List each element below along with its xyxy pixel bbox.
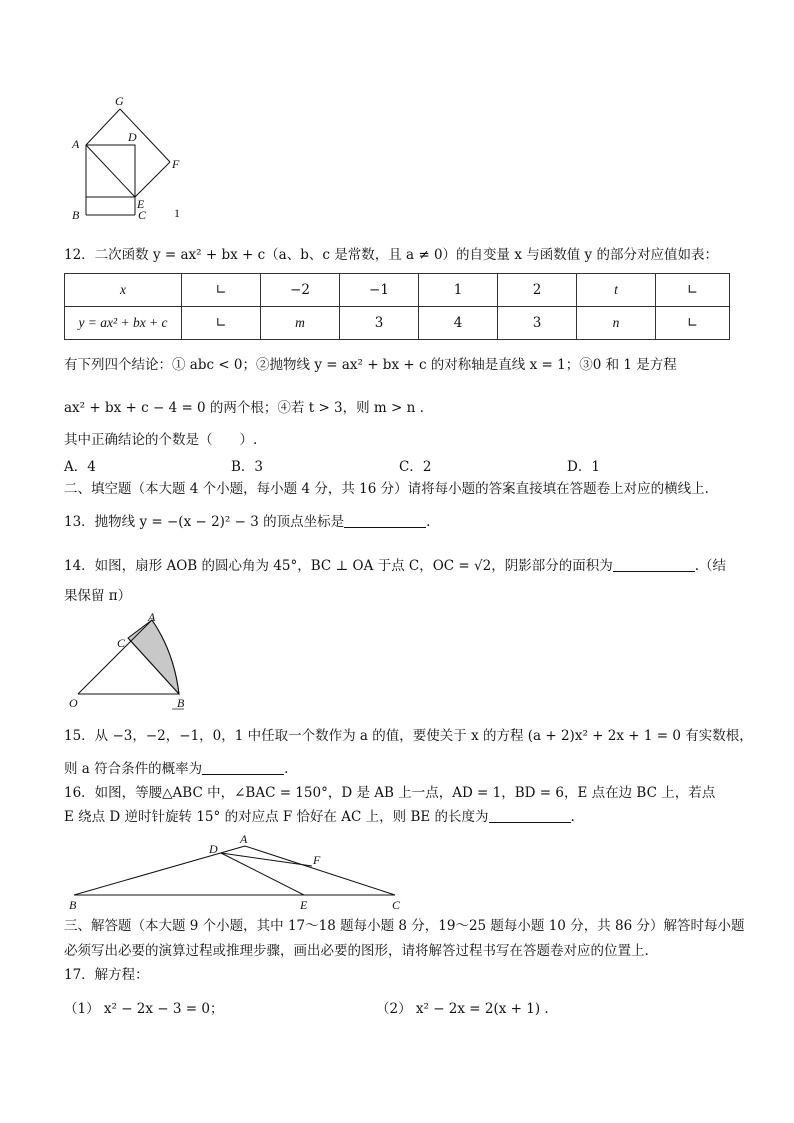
label-f: F xyxy=(313,853,321,867)
label-a: A xyxy=(240,832,248,846)
q17-title: 17．解方程： xyxy=(64,967,149,983)
table-cell: 2 xyxy=(498,274,577,307)
label-o: O xyxy=(69,696,78,710)
q12-stem: 12．二次函数 y = ax² + bx + c（a、b、c 是常数，且 a ≠ 0）的自变量 x 与函数值 y 的部分对应值如表： xyxy=(64,247,718,263)
table-cell: y = ax² + bx + c xyxy=(65,307,182,340)
shaded-region xyxy=(128,620,179,694)
q12-conclusions-line2: ax² + bx + c − 4 = 0 的两个根；④若 t > 3，则 m > n . xyxy=(64,400,424,416)
section-3-heading-line2: 必须写出必要的演算过程或推理步骤，画出必要的图形，请将解答过程书写在答题卷对应的位置上. xyxy=(64,943,649,959)
label-d: D xyxy=(209,842,218,856)
label-e: E xyxy=(300,898,308,912)
section-2-heading: 二、填空题（本大题 4 个小题，每小题 4 分，共 16 分）请将每小题的答案直接填在答题卷上对应的横线上. xyxy=(64,481,709,497)
q16-line1: 16．如图，等腰△ABC 中，∠BAC = 150°，D 是 AB 上一点，AD = 1，BD = 6，E 点在边 BC 上，若点 xyxy=(64,785,716,801)
q15-line2 xyxy=(64,760,288,778)
label-c: C xyxy=(138,208,147,222)
q16-end: . xyxy=(570,809,575,825)
q15-end: . xyxy=(284,761,289,777)
figure-q14 xyxy=(64,610,204,715)
q17-part1: （1） x² − 2x − 3 = 0； xyxy=(64,1001,224,1017)
table-cell: 1 xyxy=(419,274,498,307)
answer-blank xyxy=(344,514,426,528)
q15-text2: 则 a 符合条件的概率为 xyxy=(64,761,203,777)
q17-part2: （2） x² − 2x = 2(x + 1) . xyxy=(376,1001,549,1017)
label-f: F xyxy=(172,157,180,171)
q12-value-table xyxy=(64,273,730,340)
q14-end: .（结 xyxy=(694,558,727,574)
label-a: A xyxy=(72,137,80,151)
q12-option-a: A．4 xyxy=(64,459,96,475)
answer-blank xyxy=(613,558,695,572)
q13-text: 13．抛物线 y = −(x − 2)² − 3 的顶点坐标是 xyxy=(64,514,345,530)
table-cell: t xyxy=(577,274,656,307)
segment-ae xyxy=(86,145,135,197)
table-cell: 3 xyxy=(340,307,419,340)
label-d: D xyxy=(128,130,137,144)
table-row xyxy=(65,307,730,340)
table-row xyxy=(65,274,730,307)
table-cell: n xyxy=(577,307,656,340)
q12-option-d: D．1 xyxy=(567,459,600,475)
q14-text: 14．如图，扇形 AOB 的圆心角为 45°，BC ⊥ OA 于点 C，OC = √2，阴影部分的面积为 xyxy=(64,558,613,574)
table-cell: ∟ xyxy=(182,307,261,340)
segment-fe xyxy=(135,162,170,197)
segment-ba xyxy=(74,846,245,895)
q16-text2: E 绕点 D 逆时针旋转 15° 的对应点 F 恰好在 AC 上，则 BE 的长度为 xyxy=(64,809,489,825)
answer-blank xyxy=(202,761,284,775)
table-cell: −1 xyxy=(340,274,419,307)
label-e: E xyxy=(137,197,145,211)
label-g: G xyxy=(115,95,124,108)
segment-oa xyxy=(78,620,152,694)
table-cell: x xyxy=(65,274,182,307)
q12-conclusions-line1: 有下列四个结论：① abc < 0；②抛物线 y = ax² + bx + c 的对称轴是直线 x = 1；③0 和 1 是方程 xyxy=(64,357,677,373)
label-b: B xyxy=(69,898,77,912)
q15-line1: 15．从 −3，−2，−1，0，1 中任取一个数作为 a 的值，要使关于 x 的方程 (a + 2)x² + 2x + 1 = 0 有实数根， xyxy=(64,728,753,744)
q12-option-b: B．3 xyxy=(231,459,264,475)
table-cell: 3 xyxy=(498,307,577,340)
section-3-heading-line1: 三、解答题（本大题 9 个小题，其中 17～18 题每小题 8 分，19～25 题每小题 10 分，共 86 分）解答时每小题 xyxy=(64,918,745,934)
label-c: C xyxy=(117,636,126,650)
q13 xyxy=(64,513,430,531)
label-b: B xyxy=(72,208,80,222)
table-cell: 4 xyxy=(419,307,498,340)
figure-q11 xyxy=(64,95,194,230)
label-a: A xyxy=(148,610,156,624)
table-cell: ∟ xyxy=(656,307,730,340)
segment-ag xyxy=(86,109,120,145)
q14-line1 xyxy=(64,557,726,575)
label-b: B xyxy=(177,696,185,710)
table-cell: ∟ xyxy=(656,274,730,307)
q13-end: . xyxy=(426,514,431,530)
figure-q16 xyxy=(64,830,414,912)
table-cell: ∟ xyxy=(182,274,261,307)
table-cell: −2 xyxy=(261,274,340,307)
table-cell: m xyxy=(261,307,340,340)
q12-ask: 其中正确结论的个数是（ ）. xyxy=(64,432,258,448)
page-number: 1 xyxy=(174,206,180,220)
label-c: C xyxy=(392,898,401,912)
answer-blank xyxy=(489,809,571,823)
q14-line2: 果保留 π） xyxy=(64,588,132,604)
q16-line2 xyxy=(64,808,575,826)
q12-option-c: C．2 xyxy=(399,459,432,475)
